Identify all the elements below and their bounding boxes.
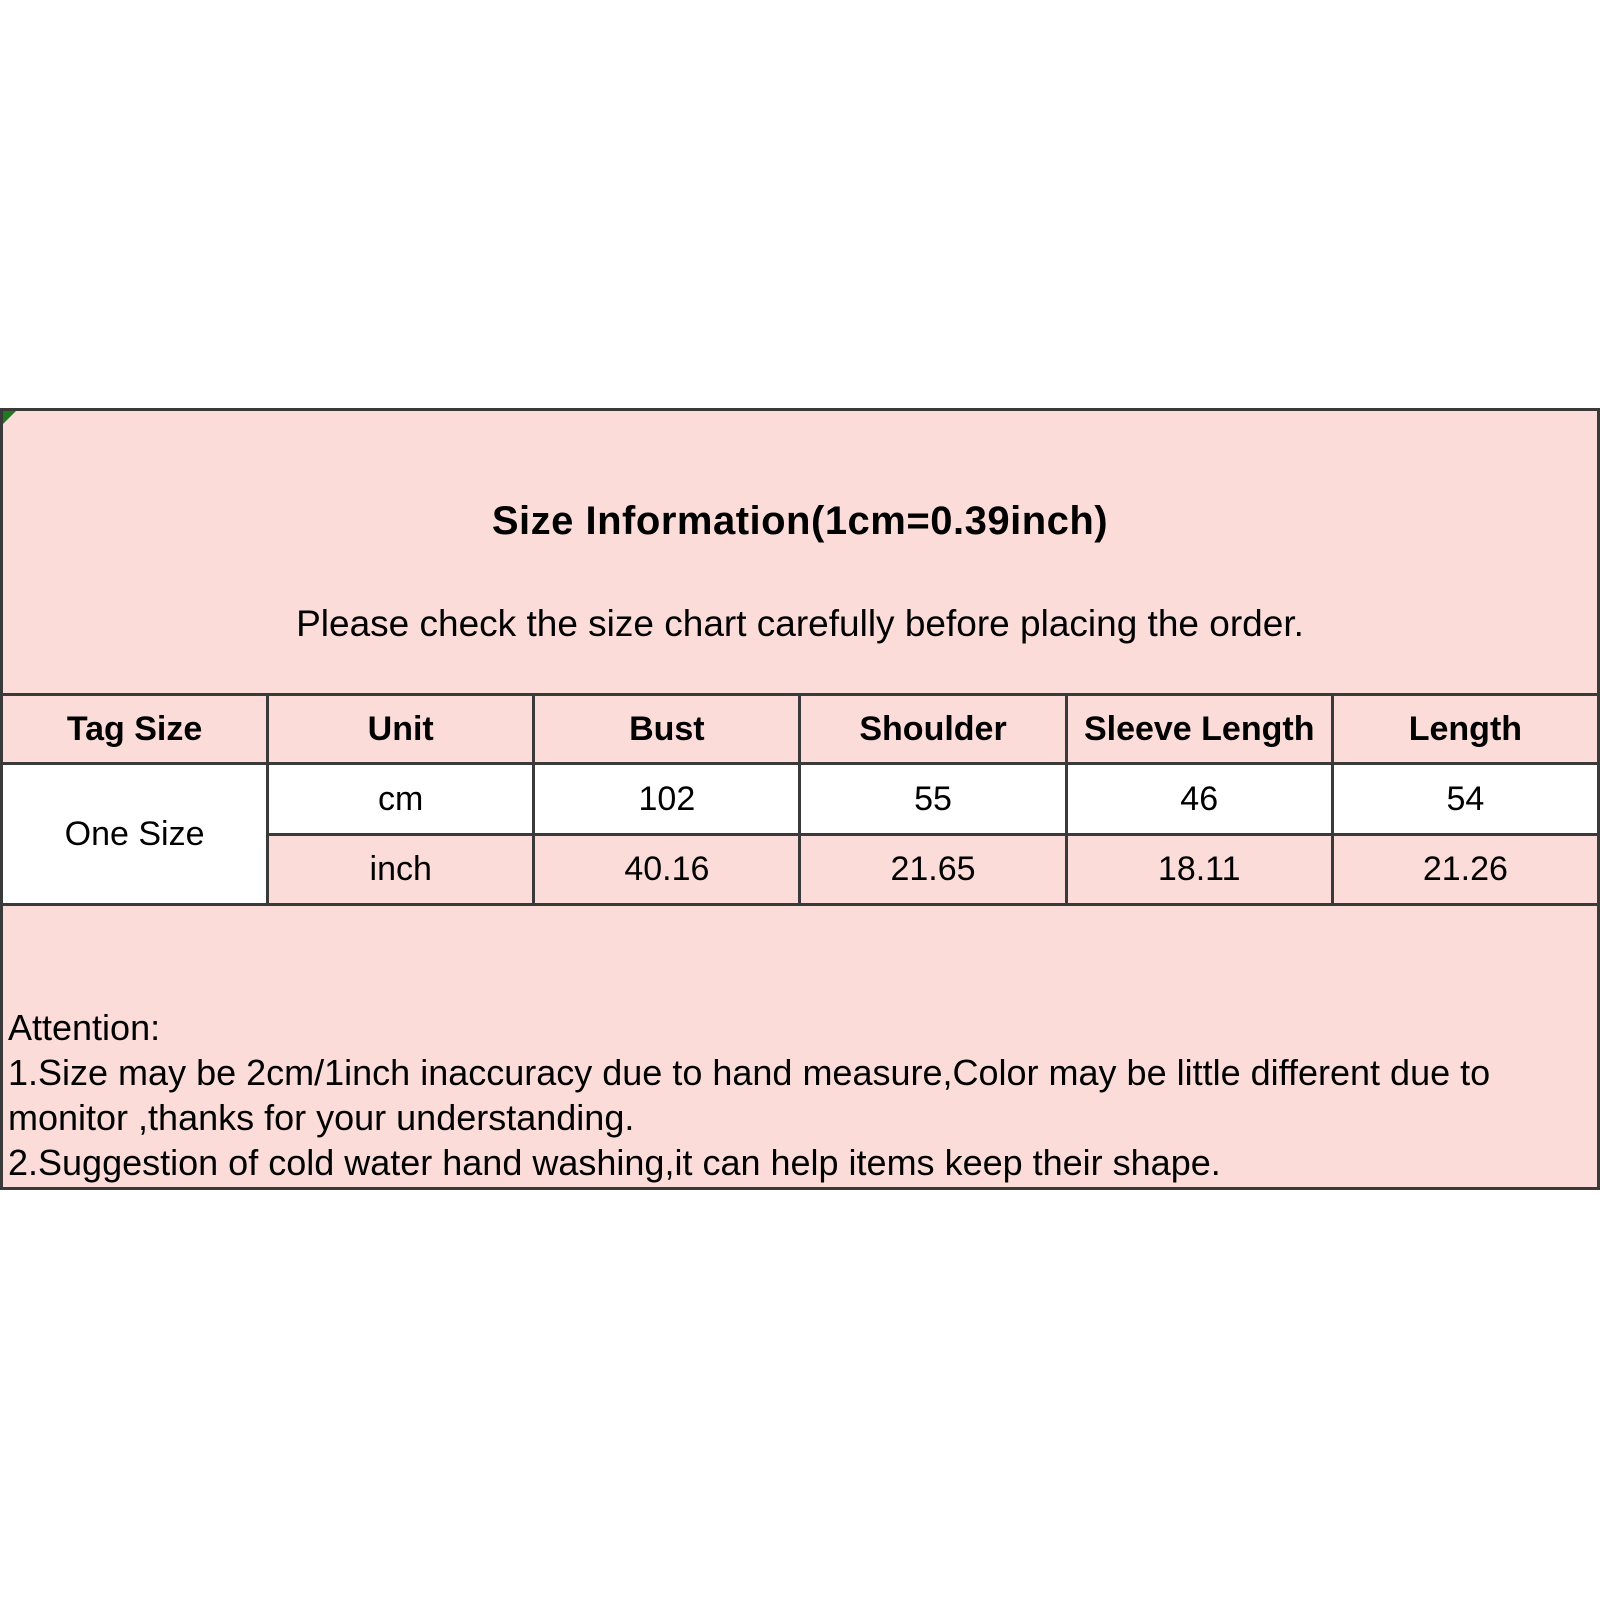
column-header-unit: Unit xyxy=(268,695,534,764)
size-info-panel xyxy=(0,408,1600,1190)
cell-bust-cm: 102 xyxy=(534,764,800,835)
cell-shoulder-inch: 21.65 xyxy=(800,835,1066,905)
attention-line-2: monitor ,thanks for your understanding. xyxy=(8,1097,635,1138)
cell-length-cm: 54 xyxy=(1332,764,1598,835)
page-subtitle: Please check the size chart carefully before placing the order. xyxy=(296,603,1304,644)
cell-sleeve-length-cm: 46 xyxy=(1066,764,1332,835)
cell-bust-inch: 40.16 xyxy=(534,835,800,905)
cell-sleeve-length-inch: 18.11 xyxy=(1066,835,1332,905)
attention-line-3: 2.Suggestion of cold water hand washing,it can help items keep their shape. xyxy=(8,1142,1221,1183)
attention-line-1: 1.Size may be 2cm/1inch inaccuracy due to hand measure,Color may be little different due to xyxy=(8,1052,1491,1093)
green-corner-triangle-marker xyxy=(3,411,16,424)
attention-note xyxy=(8,1005,1592,1185)
cell-length-inch: 21.26 xyxy=(1332,835,1598,905)
table-header-row xyxy=(2,695,1599,764)
attention-heading: Attention: xyxy=(8,1007,161,1048)
size-table xyxy=(0,693,1600,906)
page-title: Size Information(1cm=0.39inch) xyxy=(491,499,1109,543)
cell-tag-size: One Size xyxy=(2,764,268,905)
column-header-sleeve-length: Sleeve Length xyxy=(1066,695,1332,764)
cell-unit-cm: cm xyxy=(268,764,534,835)
cell-unit-inch: inch xyxy=(268,835,534,905)
column-header-length: Length xyxy=(1332,695,1598,764)
column-header-bust: Bust xyxy=(534,695,800,764)
column-header-shoulder: Shoulder xyxy=(800,695,1066,764)
column-header-tag-size: Tag Size xyxy=(2,695,268,764)
cell-shoulder-cm: 55 xyxy=(800,764,1066,835)
table-row-cm xyxy=(2,764,1599,835)
